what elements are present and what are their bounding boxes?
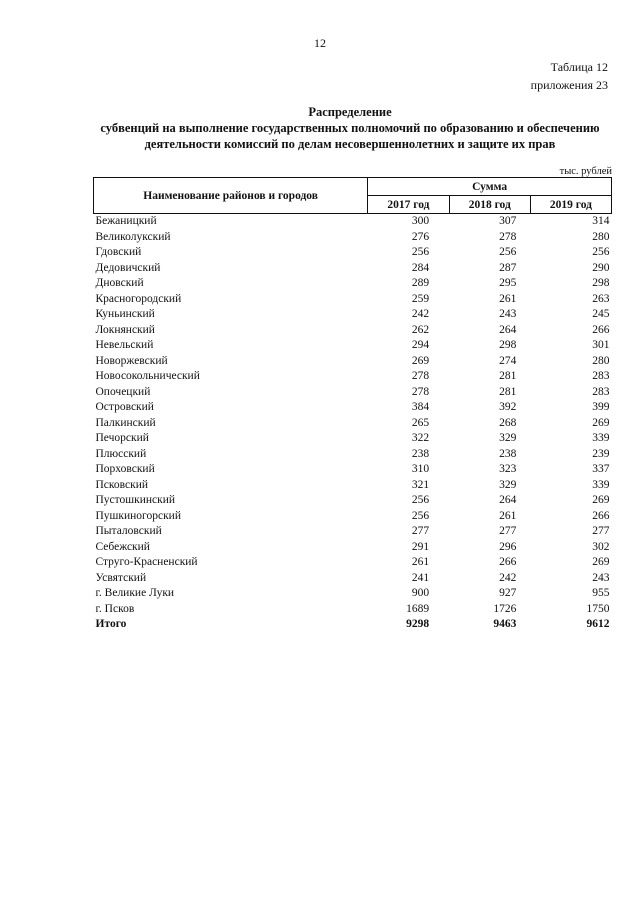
- table-row: [94, 400, 612, 416]
- header-sum: Сумма: [368, 178, 612, 196]
- row-name: Палкинский: [95, 416, 156, 429]
- header-name: Наименование районов и городов: [94, 178, 368, 214]
- total-row: [94, 617, 612, 633]
- units-label: тыс. рублей: [559, 166, 612, 177]
- value-2019: 283: [592, 385, 610, 398]
- value-2019: 243: [592, 571, 610, 584]
- row-name: Куньинский: [95, 308, 155, 320]
- row-name: Пушкиногорский: [95, 509, 181, 522]
- table-row: [94, 602, 612, 618]
- header-year-2019: 2019 год: [530, 196, 611, 214]
- value-2018: 266: [499, 556, 517, 568]
- value-2017: 278: [411, 370, 430, 382]
- header-year-2018: 2018 год: [449, 196, 530, 214]
- value-2018: 295: [499, 277, 517, 289]
- value-2019: 256: [592, 246, 610, 258]
- row-name: Бежаницкий: [95, 215, 157, 227]
- value-2017: 294: [411, 339, 430, 351]
- value-2017: 261: [411, 556, 430, 568]
- value-2018: 281: [499, 385, 517, 398]
- row-name: Невельский: [95, 339, 154, 351]
- row-name: Пустошкинский: [95, 494, 176, 506]
- value-2017: 238: [411, 447, 430, 460]
- value-2018: 1726: [493, 602, 517, 615]
- row-name: Усвятский: [95, 571, 147, 584]
- value-2019: 269: [592, 416, 610, 429]
- table-body: [94, 214, 612, 633]
- value-2017: 900: [411, 587, 430, 599]
- row-name: Новоржевский: [95, 354, 168, 367]
- table-row: [94, 338, 612, 354]
- value-2019: 339: [592, 432, 610, 444]
- value-2019: 955: [592, 587, 610, 599]
- value-2017: 277: [411, 525, 430, 537]
- value-2017: 384: [411, 401, 430, 413]
- table-row: [94, 524, 612, 540]
- table-row: [94, 416, 612, 432]
- value-2019: 399: [592, 401, 610, 413]
- total-label: Итого: [95, 618, 127, 630]
- value-2017: 269: [411, 354, 430, 367]
- table-ref-line1: Таблица 12: [550, 60, 608, 74]
- value-2019: 280: [592, 230, 610, 243]
- table-row: [94, 292, 612, 308]
- value-2018: 274: [499, 354, 517, 367]
- value-2018: 261: [499, 292, 517, 305]
- document-title: [80, 104, 620, 152]
- row-name: Себежский: [95, 540, 150, 553]
- value-2017: 291: [411, 540, 430, 553]
- row-name: Струго-Красненский: [95, 556, 198, 568]
- row-name: Дновский: [95, 277, 144, 289]
- table-row: [94, 555, 612, 571]
- row-name: Печорский: [95, 432, 149, 444]
- subvention-table: [93, 177, 612, 633]
- value-2019: 269: [592, 494, 610, 506]
- table-row: [94, 447, 612, 463]
- value-2017: 256: [411, 509, 430, 522]
- value-2017: 242: [411, 308, 430, 320]
- value-2018: 287: [499, 261, 517, 274]
- value-2019: 302: [592, 540, 610, 553]
- value-2018: 256: [499, 246, 517, 258]
- value-2019: 1750: [586, 602, 610, 615]
- table-ref-line2: приложения 23: [530, 78, 608, 92]
- value-2018: 9463: [493, 618, 517, 630]
- value-2018: 261: [499, 509, 517, 522]
- value-2018: 323: [499, 463, 517, 475]
- page-number: 12: [314, 36, 326, 50]
- table-row: [94, 214, 612, 230]
- value-2017: 284: [411, 261, 430, 274]
- value-2019: 301: [592, 339, 610, 351]
- table-row: [94, 276, 612, 292]
- value-2018: 238: [499, 447, 517, 460]
- title-line1: Распределение: [308, 105, 392, 119]
- value-2017: 265: [411, 416, 430, 429]
- value-2017: 256: [411, 246, 430, 258]
- value-2019: 290: [592, 261, 610, 274]
- row-name: Опочецкий: [95, 385, 151, 398]
- value-2017: 278: [411, 385, 430, 398]
- table-row: [94, 369, 612, 385]
- value-2019: 339: [592, 478, 610, 491]
- row-name: Островский: [95, 401, 154, 413]
- row-name: Великолукский: [95, 230, 171, 243]
- table-row: [94, 478, 612, 494]
- table-row: [94, 323, 612, 339]
- value-2018: 268: [499, 416, 517, 429]
- value-2019: 269: [592, 556, 610, 568]
- row-name: Новосокольнический: [95, 370, 200, 382]
- table-row: [94, 431, 612, 447]
- value-2017: 259: [411, 292, 430, 305]
- value-2019: 314: [592, 215, 610, 227]
- table-row: [94, 571, 612, 587]
- value-2018: 277: [499, 525, 517, 537]
- value-2019: 266: [592, 509, 610, 522]
- table-row: [94, 540, 612, 556]
- value-2017: 256: [411, 494, 430, 506]
- value-2019: 283: [592, 370, 610, 382]
- value-2017: 241: [411, 571, 430, 584]
- value-2018: 278: [499, 230, 517, 243]
- table-row: [94, 509, 612, 525]
- value-2017: 289: [411, 277, 430, 289]
- row-name: Дедовичский: [95, 261, 161, 274]
- row-name: Красногородский: [95, 292, 182, 305]
- value-2017: 1689: [406, 602, 430, 615]
- value-2018: 927: [499, 587, 517, 599]
- row-name: Локнянский: [95, 323, 155, 336]
- value-2018: 296: [499, 540, 517, 553]
- title-line3: деятельности комиссий по делам несовершеннолетних и защите их прав: [144, 137, 556, 151]
- title-line2: субвенций на выполнение государственных полномочий по образованию и обеспечению: [100, 121, 600, 135]
- value-2019: 266: [592, 323, 610, 336]
- value-2017: 300: [411, 215, 430, 227]
- table-row: [94, 354, 612, 370]
- value-2017: 321: [411, 478, 430, 491]
- table-row: [94, 245, 612, 261]
- table-row: [94, 261, 612, 277]
- value-2018: 329: [499, 432, 517, 444]
- row-name: Плюсский: [95, 447, 147, 460]
- value-2017: 9298: [406, 618, 430, 630]
- row-name: Порховский: [95, 463, 155, 475]
- value-2019: 239: [592, 447, 610, 460]
- value-2018: 329: [499, 478, 517, 491]
- header-year-2017: 2017 год: [368, 196, 449, 214]
- row-name: г. Великие Луки: [95, 587, 175, 599]
- value-2018: 264: [499, 323, 517, 336]
- value-2017: 276: [411, 230, 430, 243]
- value-2019: 337: [592, 463, 610, 475]
- value-2019: 245: [592, 308, 610, 320]
- value-2019: 263: [592, 292, 610, 305]
- value-2019: 9612: [586, 618, 610, 630]
- value-2018: 392: [499, 401, 517, 413]
- value-2017: 262: [411, 323, 430, 336]
- value-2019: 298: [592, 277, 610, 289]
- value-2018: 298: [499, 339, 517, 351]
- value-2018: 281: [499, 370, 517, 382]
- row-name: Гдовский: [95, 246, 142, 258]
- table-row: [94, 493, 612, 509]
- row-name: Псковский: [95, 478, 149, 491]
- table-row: [94, 385, 612, 401]
- value-2018: 264: [499, 494, 517, 506]
- value-2019: 280: [592, 354, 610, 367]
- value-2018: 242: [499, 571, 517, 584]
- table-reference: [531, 58, 608, 94]
- table-row: [94, 462, 612, 478]
- value-2018: 243: [499, 308, 517, 320]
- table-row: [94, 586, 612, 602]
- value-2018: 307: [499, 215, 517, 227]
- value-2017: 322: [411, 432, 430, 444]
- table-row: [94, 307, 612, 323]
- row-name: г. Псков: [95, 602, 135, 615]
- table-row: [94, 230, 612, 246]
- row-name: Пыталовский: [95, 525, 162, 537]
- value-2019: 277: [592, 525, 610, 537]
- value-2017: 310: [411, 463, 430, 475]
